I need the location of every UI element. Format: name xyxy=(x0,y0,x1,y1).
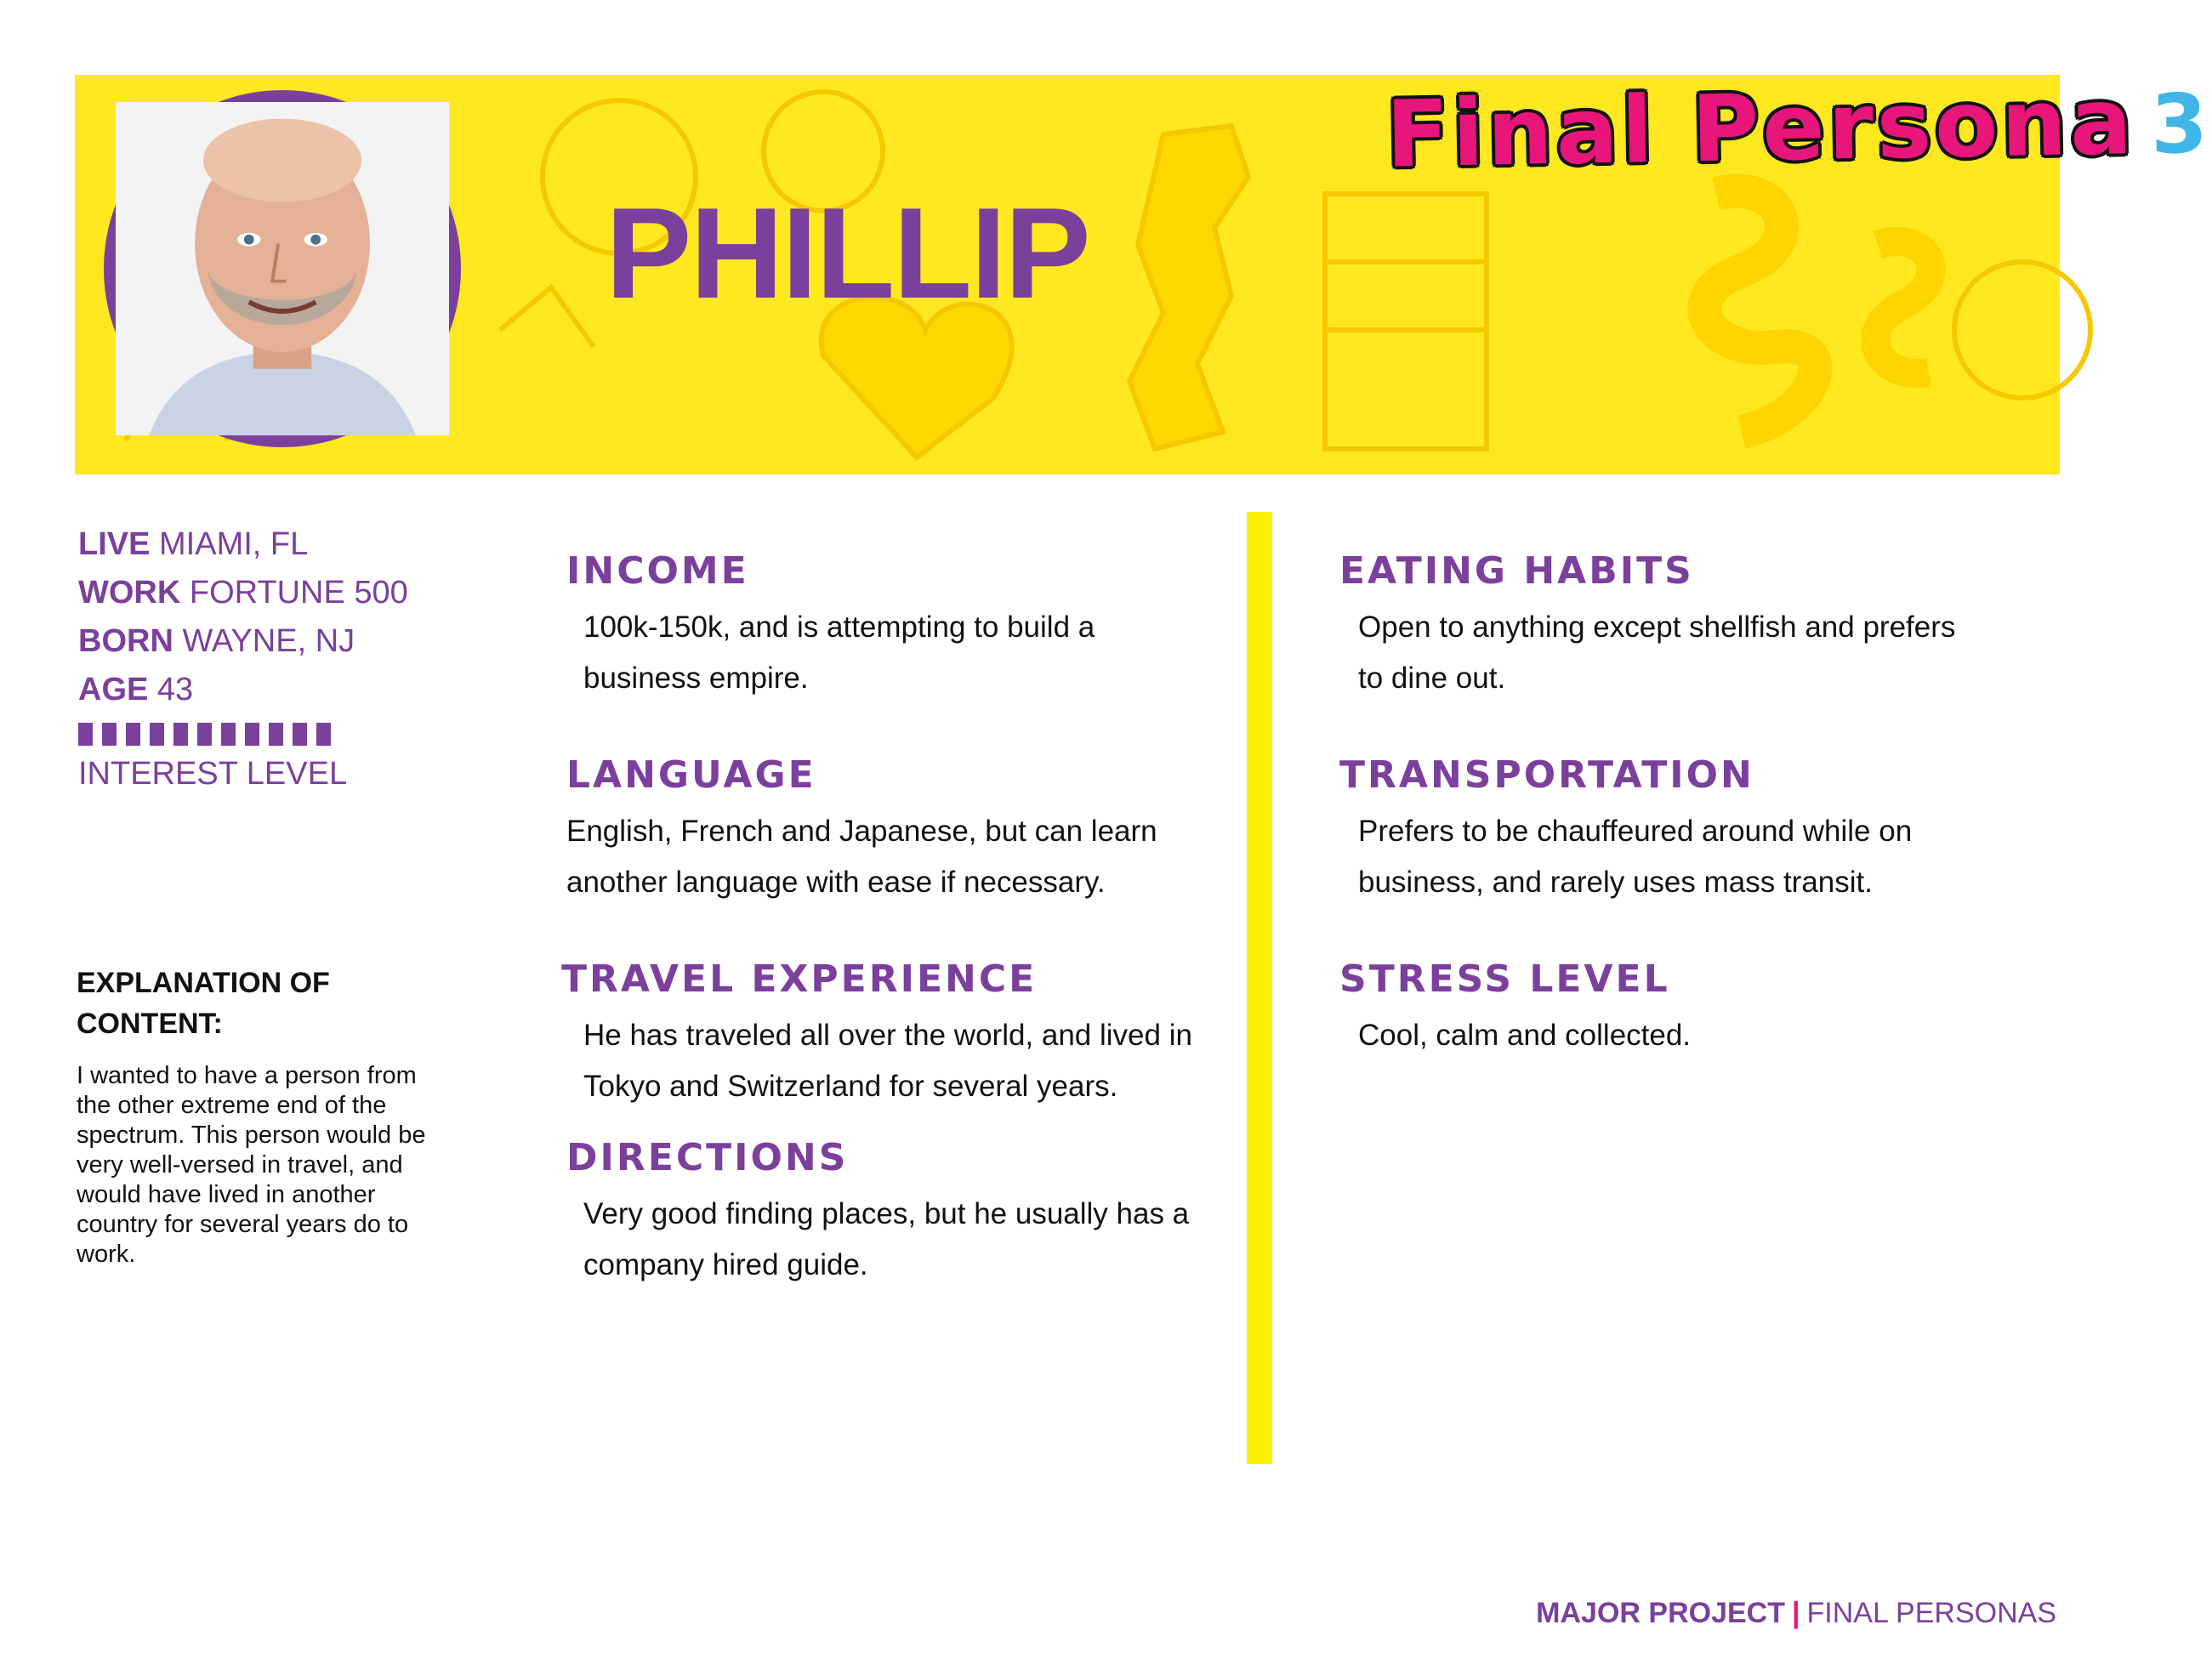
interest-level-segment xyxy=(221,723,236,746)
section-title: STRESS LEVEL xyxy=(1339,957,1670,1001)
section-text: 100k-150k, and is attempting to build a business empire. xyxy=(583,611,1095,695)
section-title: EATING HABITS xyxy=(1339,549,1694,593)
section-directions xyxy=(566,1136,1213,1291)
footer-project: MAJOR PROJECT xyxy=(1536,1597,1785,1629)
final-persona-logo xyxy=(1385,71,2212,196)
section-income xyxy=(566,549,1213,704)
interest-level-segment xyxy=(293,723,307,746)
explanation-text: I wanted to have a person from the other extreme end of the spectrum. This person would be very well-versed in travel, and would have lived in another country for several years do to work. xyxy=(77,1062,426,1268)
fact-live xyxy=(78,520,408,569)
fact-work xyxy=(78,569,408,617)
fact-label: WORK xyxy=(78,575,181,611)
footer xyxy=(1536,1597,2056,1630)
section-text: Open to anything except shellfish and prefers to dine out. xyxy=(1358,611,1956,695)
persona-name: PHILLIP xyxy=(606,181,1089,326)
section-travel-experience xyxy=(561,957,1208,1112)
interest-level-bar xyxy=(78,723,408,746)
section-text: Prefers to be chauffeured around while on business, and rarely uses mass transit. xyxy=(1358,815,1913,899)
persona-avatar xyxy=(104,90,461,447)
section-stress-level xyxy=(1339,957,1986,1061)
section-title: TRAVEL EXPERIENCE xyxy=(561,957,1038,1001)
interest-level-segment xyxy=(126,723,140,746)
section-transportation xyxy=(1339,753,1986,908)
section-title: INCOME xyxy=(566,549,749,593)
interest-level-label: INTEREST LEVEL xyxy=(78,756,348,792)
section-title: TRANSPORTATION xyxy=(1339,753,1754,797)
explanation-block xyxy=(77,963,434,1270)
section-title: DIRECTIONS xyxy=(566,1136,849,1179)
fact-value: 43 xyxy=(156,672,194,707)
footer-subtitle: FINAL PERSONAS xyxy=(1806,1597,2056,1629)
section-eating-habits xyxy=(1339,549,1986,704)
fact-value: MIAMI, FL xyxy=(159,526,309,562)
fact-value: WAYNE, NJ xyxy=(182,623,355,659)
section-text: English, French and Japanese, but can learn another language with ease if necessary. xyxy=(566,815,1157,899)
fact-value: FORTUNE 500 xyxy=(189,575,408,611)
section-text: Very good finding places, but he usually has a company hired guide. xyxy=(583,1197,1190,1281)
interest-level-segment xyxy=(197,723,212,746)
explanation-title-line: CONTENT: xyxy=(77,1008,223,1040)
logo-text: Final Persona xyxy=(1385,69,2137,189)
logo-number: 3 xyxy=(2150,76,2212,173)
interest-level-segment xyxy=(173,723,188,746)
persona-facts xyxy=(78,520,408,792)
section-language xyxy=(566,753,1213,908)
fact-label: BORN xyxy=(78,623,173,659)
fact-born xyxy=(78,617,408,666)
footer-separator: | xyxy=(1792,1597,1800,1629)
fact-label: LIVE xyxy=(78,526,151,562)
interest-level-segment xyxy=(78,723,93,746)
section-text: He has traveled all over the world, and lived in Tokyo and Switzerland for several years. xyxy=(583,1019,1192,1103)
fact-age xyxy=(78,666,408,714)
column-divider xyxy=(1247,512,1272,1464)
explanation-title-line: EXPLANATION OF xyxy=(77,967,330,999)
interest-level-segment xyxy=(316,723,331,746)
interest-level-segment xyxy=(269,723,283,746)
section-text: Cool, calm and collected. xyxy=(1358,1019,1692,1052)
explanation-title xyxy=(77,963,434,1044)
interest-level-segment xyxy=(245,723,259,746)
interest-level-segment xyxy=(150,723,164,746)
section-title: LANGUAGE xyxy=(566,753,816,797)
interest-level-segment xyxy=(102,723,117,746)
fact-label: AGE xyxy=(78,672,149,707)
